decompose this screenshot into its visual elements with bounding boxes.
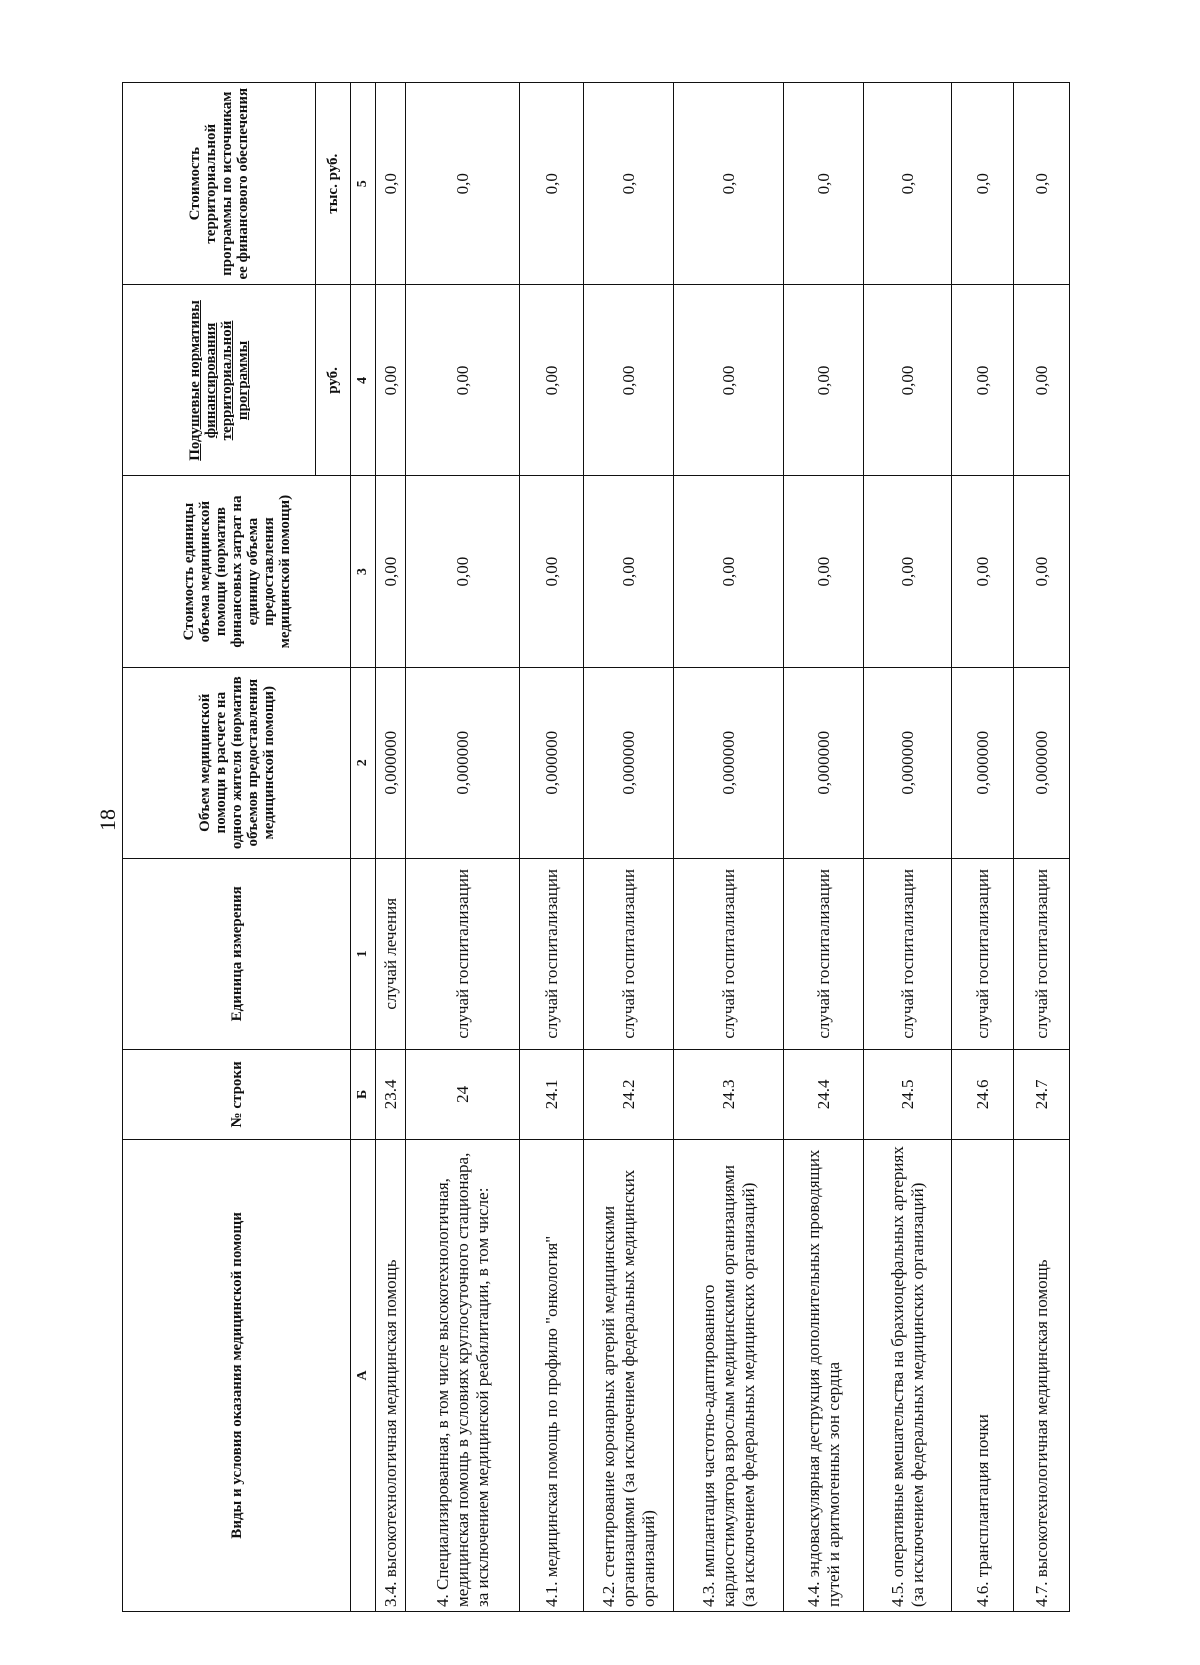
unit-col-4: руб. bbox=[316, 285, 351, 476]
index-cell: 5 bbox=[351, 83, 376, 285]
index-cell: 1 bbox=[351, 858, 376, 1049]
row-per-capita: 0,00 bbox=[520, 285, 584, 476]
row-total-cost: 0,0 bbox=[674, 83, 784, 285]
row-volume: 0,000000 bbox=[406, 667, 520, 858]
header-col-2: Объем медицинской помощи в расчете на одного жителя (норматив объемов предоставления медицинской помощи) bbox=[123, 667, 351, 858]
row-volume: 0,000000 bbox=[952, 667, 1014, 858]
index-cell: Б bbox=[351, 1049, 376, 1139]
row-volume: 0,000000 bbox=[376, 667, 406, 858]
table-row bbox=[674, 83, 784, 1612]
header-row bbox=[123, 83, 316, 1612]
header-col-4 bbox=[123, 285, 316, 476]
row-unit: случай госпитализации bbox=[584, 858, 674, 1049]
row-volume: 0,000000 bbox=[674, 667, 784, 858]
row-volume: 0,000000 bbox=[864, 667, 952, 858]
row-unit-cost: 0,00 bbox=[1014, 476, 1070, 667]
row-unit-cost: 0,00 bbox=[864, 476, 952, 667]
table-row bbox=[584, 83, 674, 1612]
header-col-1: Единица измерения bbox=[123, 858, 351, 1049]
index-cell: 3 bbox=[351, 476, 376, 667]
row-number: 23.4 bbox=[376, 1049, 406, 1139]
row-per-capita: 0,00 bbox=[406, 285, 520, 476]
row-total-cost: 0,0 bbox=[784, 83, 864, 285]
row-unit: случай лечения bbox=[376, 858, 406, 1049]
table-row bbox=[784, 83, 864, 1612]
row-name: 4.3. имплантация частотно-адаптированного кардиостимулятора взрослым медицинскими организациями (за исключением федеральных медицинских организаций) bbox=[674, 1139, 784, 1611]
row-name: 4. Специализированная, в том числе высокотехнологичная, медицинская помощь в условиях круглосуточного стационара, за исключением медицинской реабилитации, в том числе: bbox=[406, 1139, 520, 1611]
table-row bbox=[1014, 83, 1070, 1612]
row-unit: случай госпитализации bbox=[1014, 858, 1070, 1049]
row-name: 4.1. медицинская помощь по профилю "онкология" bbox=[520, 1139, 584, 1611]
row-name: 4.4. эндоваскулярная деструкция дополнительных проводящих путей и аритмогенных зон сердца bbox=[784, 1139, 864, 1611]
row-volume: 0,000000 bbox=[784, 667, 864, 858]
header-col-b: № строки bbox=[123, 1049, 351, 1139]
index-row bbox=[351, 83, 376, 1612]
row-number: 24.2 bbox=[584, 1049, 674, 1139]
medical-care-table bbox=[122, 82, 1070, 1612]
table-row bbox=[864, 83, 952, 1612]
row-total-cost: 0,0 bbox=[520, 83, 584, 285]
index-cell: 4 bbox=[351, 285, 376, 476]
row-unit-cost: 0,00 bbox=[406, 476, 520, 667]
row-total-cost: 0,0 bbox=[406, 83, 520, 285]
row-unit-cost: 0,00 bbox=[674, 476, 784, 667]
row-number: 24 bbox=[406, 1049, 520, 1139]
row-total-cost: 0,0 bbox=[584, 83, 674, 285]
row-name: 3.4. высокотехнологичная медицинская помощь bbox=[376, 1139, 406, 1611]
row-unit: случай госпитализации bbox=[952, 858, 1014, 1049]
row-number: 24.4 bbox=[784, 1049, 864, 1139]
row-unit-cost: 0,00 bbox=[584, 476, 674, 667]
row-volume: 0,000000 bbox=[520, 667, 584, 858]
header-col-4-text: Подушевые нормативы финансирования территориальной программы bbox=[187, 300, 251, 461]
row-total-cost: 0,0 bbox=[376, 83, 406, 285]
index-cell: А bbox=[351, 1139, 376, 1611]
row-unit: случай госпитализации bbox=[520, 858, 584, 1049]
rotated-page bbox=[122, 82, 1051, 1612]
row-name: 4.2. стентирование коронарных артерий медицинскими организациями (за исключением федеральных медицинских организаций) bbox=[584, 1139, 674, 1611]
index-cell: 2 bbox=[351, 667, 376, 858]
table-row bbox=[376, 83, 406, 1612]
row-total-cost: 0,0 bbox=[1014, 83, 1070, 285]
row-number: 24.7 bbox=[1014, 1049, 1070, 1139]
row-name: 4.5. оперативные вмешательства на брахиоцефальных артериях (за исключением федеральных медицинских организаций) bbox=[864, 1139, 952, 1611]
header-col-3: Стоимость единицы объема медицинской помощи (норматив финансовых затрат на единицу объема предоставления медицинской помощи) bbox=[123, 476, 351, 667]
row-unit: случай госпитализации bbox=[406, 858, 520, 1049]
row-number: 24.6 bbox=[952, 1049, 1014, 1139]
row-volume: 0,000000 bbox=[1014, 667, 1070, 858]
row-unit: случай госпитализации bbox=[784, 858, 864, 1049]
table-row bbox=[406, 83, 520, 1612]
row-unit-cost: 0,00 bbox=[952, 476, 1014, 667]
row-unit: случай госпитализации bbox=[864, 858, 952, 1049]
header-col-5: Стоимость территориальной программы по источникам ее финансового обеспечения bbox=[123, 83, 316, 285]
row-name: 4.7. высокотехнологичная медицинская помощь bbox=[1014, 1139, 1070, 1611]
row-number: 24.5 bbox=[864, 1049, 952, 1139]
row-number: 24.1 bbox=[520, 1049, 584, 1139]
row-name: 4.6. трансплантация почки bbox=[952, 1139, 1014, 1611]
row-per-capita: 0,00 bbox=[952, 285, 1014, 476]
row-per-capita: 0,00 bbox=[784, 285, 864, 476]
unit-col-5: тыс. руб. bbox=[316, 83, 351, 285]
table-row bbox=[520, 83, 584, 1612]
table-row bbox=[952, 83, 1014, 1612]
row-per-capita: 0,00 bbox=[864, 285, 952, 476]
row-per-capita: 0,00 bbox=[674, 285, 784, 476]
row-unit-cost: 0,00 bbox=[520, 476, 584, 667]
row-per-capita: 0,00 bbox=[376, 285, 406, 476]
row-unit-cost: 0,00 bbox=[784, 476, 864, 667]
header-col-a: Виды и условия оказания медицинской помощи bbox=[123, 1139, 351, 1611]
page-number: 18 bbox=[95, 809, 120, 831]
row-number: 24.3 bbox=[674, 1049, 784, 1139]
row-volume: 0,000000 bbox=[584, 667, 674, 858]
row-total-cost: 0,0 bbox=[864, 83, 952, 285]
row-total-cost: 0,0 bbox=[952, 83, 1014, 285]
row-per-capita: 0,00 bbox=[1014, 285, 1070, 476]
row-per-capita: 0,00 bbox=[584, 285, 674, 476]
row-unit-cost: 0,00 bbox=[376, 476, 406, 667]
row-unit: случай госпитализации bbox=[674, 858, 784, 1049]
